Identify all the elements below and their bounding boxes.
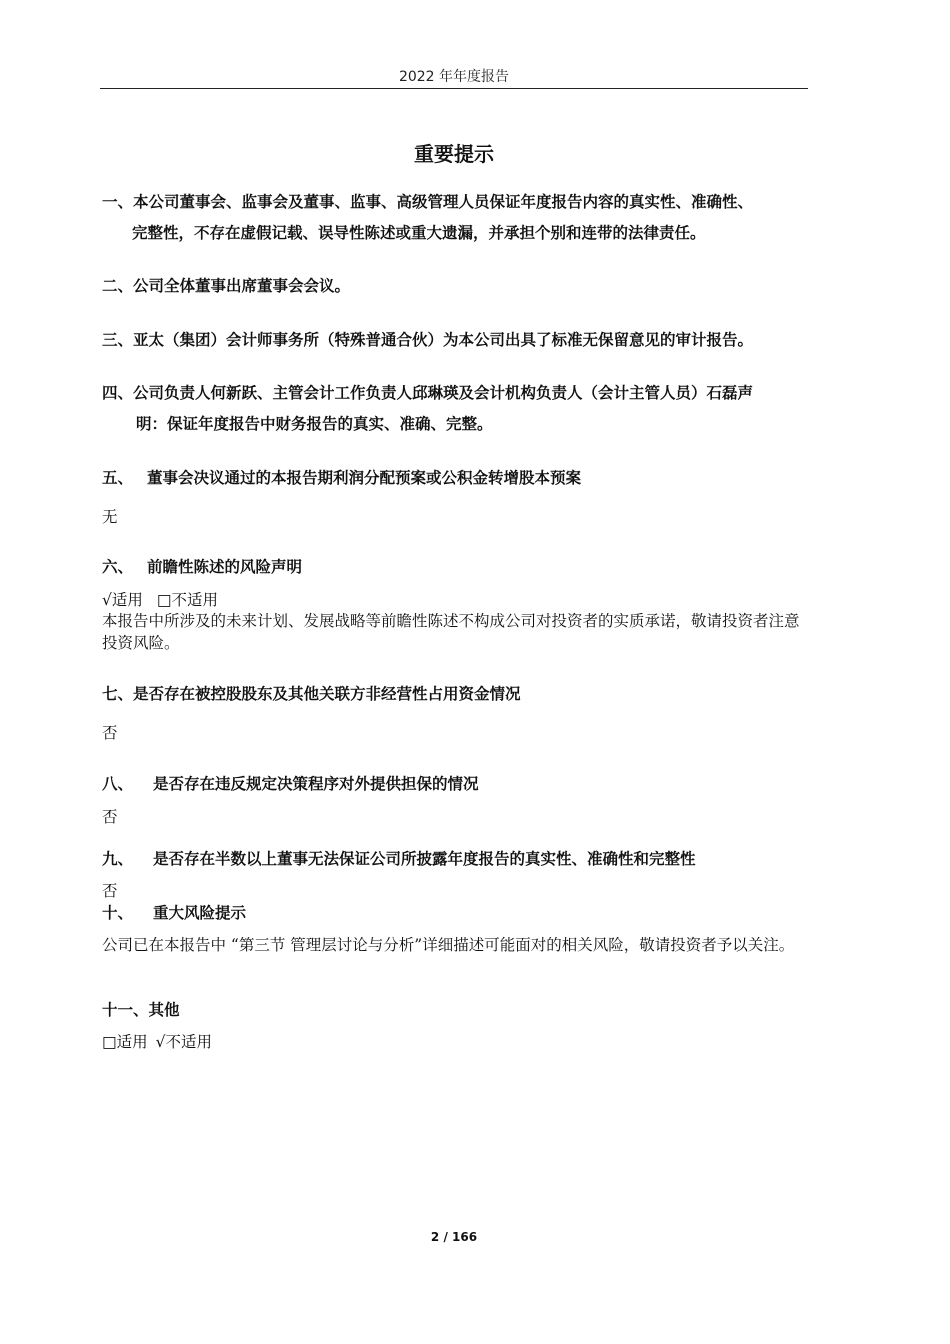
header-rule [100,88,808,89]
item-3 [102,330,753,350]
item-9-answer: 否 [102,882,118,900]
item-5 [102,468,581,488]
item-text: 前瞻性陈述的风险声明 [147,558,303,576]
item-10 [102,903,246,923]
item-5-answer: 无 [102,508,118,526]
item-6-options [102,589,218,611]
item-number: 十一、 [102,1001,149,1019]
item-text: 其他 [148,1001,180,1019]
item-number: 七、 [102,685,134,703]
item-text: 是否存在半数以上董事无法保证公司所披露年度报告的真实性、准确性和完整性 [153,850,696,868]
option-not-applicable: √不适用 [155,1033,213,1051]
item-10-body: 公司已在本报告中 “第三节 管理层讨论与分析”详细描述可能面对的相关风险，敬请投资者予以关注。 [102,936,795,954]
item-number: 六、 [102,558,134,576]
item-11-options [102,1031,212,1053]
option-not-applicable: □不适用 [156,591,219,609]
item-7-answer: 否 [102,724,118,742]
page-number: 2 / 166 [430,1230,478,1244]
item-8-answer: 否 [102,808,118,826]
item-number: 二、 [102,277,134,295]
item-11 [102,1000,180,1020]
item-number: 八、 [102,775,134,793]
item-number: 三、 [102,331,134,349]
item-4-continuation: 明：保证年度报告中财务报告的真实、准确、完整。 [136,415,493,433]
option-applicable: □适用 [102,1033,148,1051]
item-7 [102,684,521,704]
item-number: 一、 [102,193,134,211]
item-number: 四、 [102,384,134,402]
item-number: 九、 [102,850,134,868]
item-text: 董事会决议通过的本报告期利润分配预案或公积金转增股本预案 [147,469,582,487]
item-text: 是否存在被控股股东及其他关联方非经营性占用资金情况 [133,685,521,703]
item-text: 本公司董事会、监事会及董事、监事、高级管理人员保证年度报告内容的真实性、准确性、 [133,193,754,211]
item-1-continuation: 完整性，不存在虚假记载、误导性陈述或重大遗漏，并承担个别和连带的法律责任。 [132,224,706,242]
option-applicable: √适用 [102,591,143,609]
item-text: 是否存在违反规定决策程序对外提供担保的情况 [153,775,479,793]
page-title: 重要提示 [414,142,494,166]
item-1 [102,192,753,212]
item-6 [102,557,302,577]
item-text: 公司全体董事出席董事会会议。 [133,277,351,295]
item-8 [102,774,479,794]
item-number: 十、 [102,904,134,922]
item-text: 公司负责人何新跃、主管会计工作负责人邱琳瑛及会计机构负责人（会计主管人员）石磊声 [133,384,754,402]
item-4 [102,383,753,403]
item-number: 五、 [102,469,134,487]
item-text: 亚太（集团）会计师事务所（特殊普通合伙）为本公司出具了标准无保留意见的审计报告。 [133,331,754,349]
running-header: 2022 年年度报告 [398,69,510,85]
item-9 [102,849,696,869]
item-6-body: 本报告中所涉及的未来计划、发展战略等前瞻性陈述不构成公司对投资者的实质承诺，敬请投资者注意投资风险。 [102,612,800,652]
item-text: 重大风险提示 [153,904,247,922]
item-2 [102,276,350,296]
